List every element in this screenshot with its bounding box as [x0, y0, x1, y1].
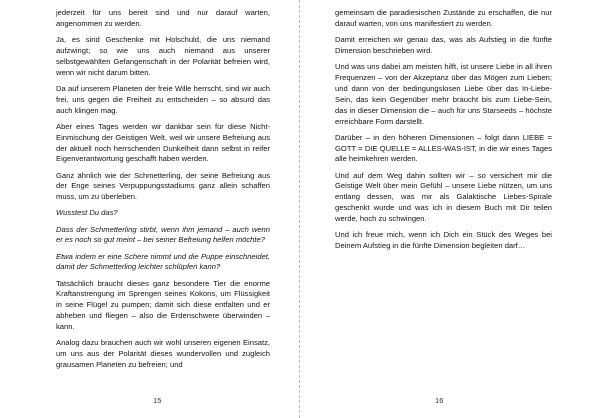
- italic-paragraph: Etwa indem er eine Schere nimmt und die Puppe einschneidet, damit der Schmetterling leichter schlüpfen kann?: [56, 251, 270, 272]
- italic-paragraph: Wusstest Du das?: [56, 208, 118, 218]
- paragraph: Ja, es sind Geschenke mit Holschuld, die uns niemand aufzwingt; so wie uns auch niemand aus unserer selbstgewählten Gefangenschaft in der Polarität befreien wird, wenn wir nicht darum bitten.: [56, 35, 270, 77]
- paragraph: Damit erreichen wir genau das, was als Aufstieg in die fünfte Dimension beschrieben wird.: [335, 35, 552, 55]
- paragraph: Analog dazu brauchen auch wir wohl unseren eigenen Einsatz, um uns aus der Polarität dieses wundervollen und zugleich grausamen Planeten zu befreien; und: [56, 338, 270, 370]
- paragraph: Und ich freue mich, wenn ich Dich ein Stück des Weges bei Deinem Aufstieg in die fünfte Dimension begleiten darf…: [335, 230, 552, 251]
- page-number-left: 15: [153, 396, 162, 405]
- page-number-right: 16: [435, 396, 444, 405]
- paragraph: Und auf dem Weg dahin sollten wir – so versichert mir die Geistige Welt über mein Gefühl – unsere Liebe nützen, um uns entlang dessen, was mir als Galaktische Liebes-Spirale geschenkt wurde und was ich in diesem Buch mit Dir teilen werde, hoch zu schwingen.: [335, 170, 552, 224]
- paragraph: Aber eines Tages werden wir dankbar sein für diese Nicht-Einmischung der Geistigen Welt, weil wir unsere Befreiung aus der aktuell noch herrschenden Dunkelheit dann selbst in reifer Eigenverantwortung geschafft haben werden.: [56, 121, 270, 164]
- paragraph: Ganz ähnlich wie der Schmetterling, der seine Befreiung aus der Enge seines Verpuppungsstadiums ganz allein schaffen muss, um zu überleben.: [56, 170, 270, 202]
- paragraph: Und was uns dabei am meisten hilft, ist unsere Liebe in all ihren Frequenzen – von der Akzeptanz über das Mögen zum Lieben; und dann von der bedingungslosen Liebe über das In-Liebe-Sein, das kein Gegenüber mehr braucht bis zum Liebe-Sein, das in dieser Dimension die – auch für uns Starseeds – höchste erreichbare Form darstellt.: [335, 62, 552, 126]
- right-page: [335, 8, 552, 257]
- paragraph: Da auf unserem Planeten der freie Wille herrscht, sind wir auch frei, uns gegen die Freiheit zu entscheiden – so absurd das auch klingen mag.: [56, 83, 270, 115]
- page-gutter-divider: [299, 0, 300, 418]
- paragraph: Tatsächlich braucht dieses ganz besondere Tier die enorme Kraftanstrengung im Sprengen seines Kokons, um Flüssigkeit in seine Flügel zu pumpen; damit sich diese entfalten und er abheben und fliegen – also die Erdenschwere überwinden – kann.: [56, 278, 270, 332]
- paragraph: jederzeit für uns bereit sind und nur darauf warten, angenommen zu werden.: [56, 8, 270, 28]
- left-page: [56, 8, 270, 376]
- paragraph: Darüber – in den höheren Dimensionen – folgt dann LIEBE = GOTT = DIE QUELLE = ALLES-WAS-IST, in die wir eines Tages alle heimkehren werden.: [335, 132, 552, 164]
- italic-paragraph: Dass der Schmetterling stirbt, wenn ihm jemand – auch wenn er es noch so gut meint – bei seiner Befreiung helfen möchte?: [56, 224, 270, 245]
- paragraph: gemeinsam die paradiesischen Zustände zu erschaffen, die nur darauf warten, von uns manifestiert zu werden.: [335, 8, 552, 28]
